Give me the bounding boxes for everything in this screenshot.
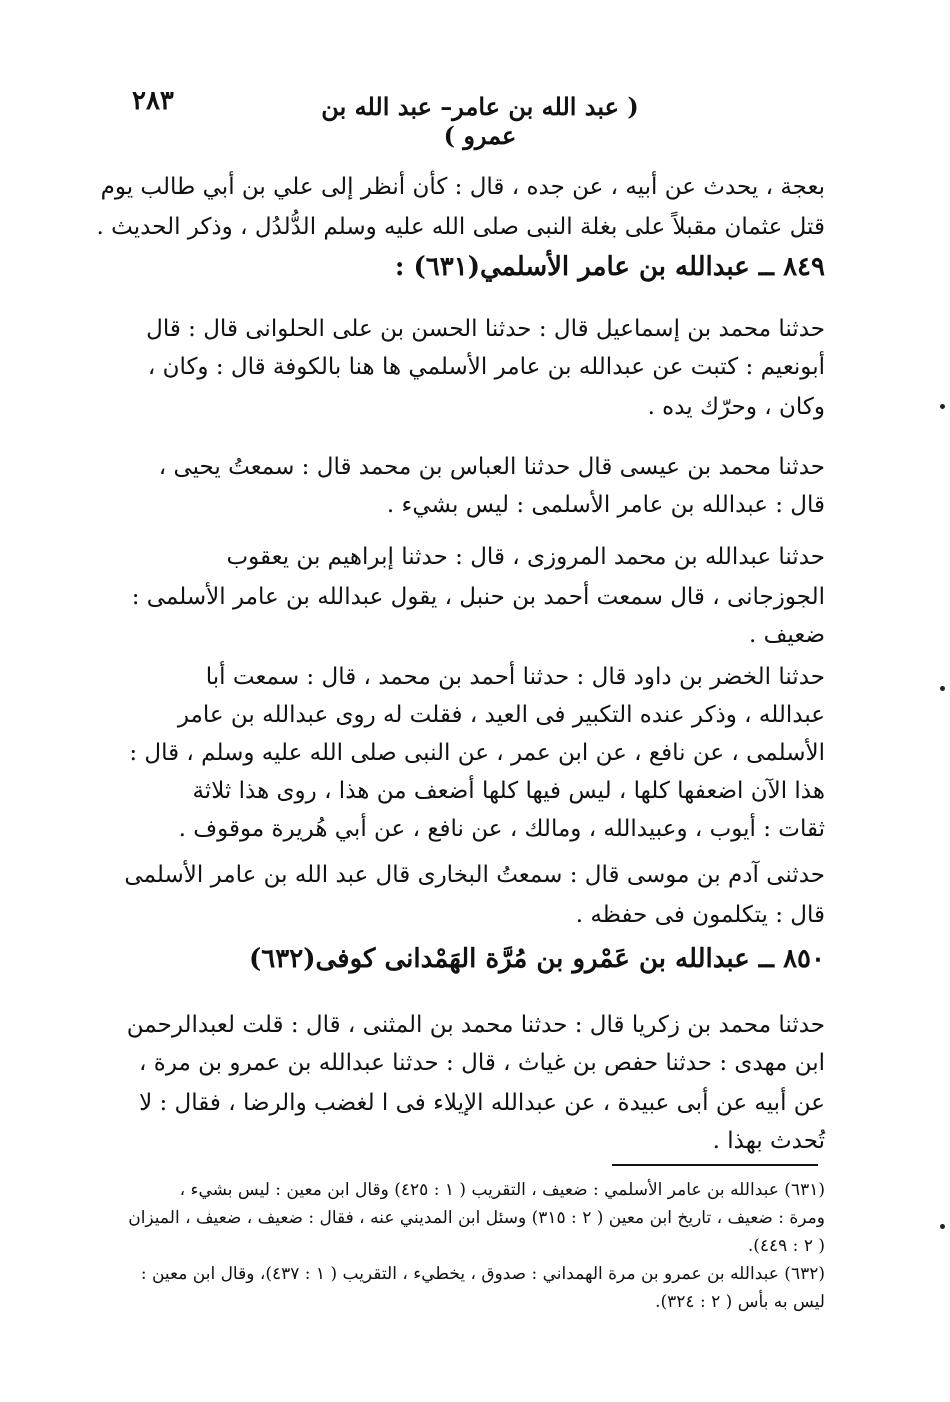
body-line: حدثنا الخضر بن داود قال : حدثنا أحمد بن محمد ، قال : سمعت أبا: [205, 664, 825, 690]
body-line: وكان ، وحرّك يده .: [647, 394, 825, 420]
body-line: بعجة ، يحدث عن أبيه ، عن جده ، قال : كأن أنظر إلى علي بن أبي طالب يوم: [100, 174, 825, 200]
body-line: الجوزجانى ، قال سمعت أحمد بن حنبل ، يقول عبدالله بن عامر الأسلمى :: [131, 584, 825, 610]
body-line: ابن مهدى : حدثنا حفص بن غياث ، قال : حدثنا عبدالله بن عمرو بن مرة ،: [139, 1050, 825, 1076]
body-line: حدثنا محمد بن عيسى قال حدثنا العباس بن محمد قال : سمعتُ يحيى ،: [158, 454, 825, 480]
footnote-line: (٦٣٢) عبدالله بن عمرو بن مرة الهمداني : صدوق ، يخطيء ، التقريب ( ١ : ٤٣٧)، وقال ابن معين :: [140, 1264, 825, 1284]
scan-speck: [940, 686, 945, 691]
body-line: الأسلمى ، عن نافع ، عن ابن عمر ، عن النبى صلى الله عليه وسلم ، قال :: [129, 740, 825, 766]
body-line: حدثنا محمد بن إسماعيل قال : حدثنا الحسن بن على الحلوانى قال : قال: [146, 316, 825, 342]
page-number: ٢٨٣: [132, 86, 174, 116]
body-line: ثقات : أيوب ، وعبيدالله ، ومالك ، عن نافع ، عن أبي هُريرة موقوف .: [178, 816, 825, 842]
footnote-separator: [612, 1164, 818, 1166]
body-line: تُحدث بهذا .: [712, 1128, 825, 1154]
scan-speck: [940, 404, 945, 409]
body-line: عن أبيه عن أبى عبيدة ، عن عبدالله الإيلاء فى ا لغضب والرضا ، فقال : لا: [139, 1090, 825, 1116]
body-line: أبونعيم : كتبت عن عبدالله بن عامر الأسلمي ها هنا بالكوفة قال : وكان ،: [147, 354, 825, 380]
body-line: عبدالله ، وذكر عنده التكبير فى العيد ، فقلت له روى عبدالله بن عامر: [177, 702, 825, 728]
footnote-line: (٦٣١) عبدالله بن عامر الأسلمي : ضعيف ، التقريب ( ١ : ٤٢٥) وقال ابن معين : ليس بشيء ،: [179, 1180, 825, 1200]
scan-speck: [940, 1224, 945, 1229]
footnote-line: ( ٢ : ٤٤٩).: [747, 1236, 825, 1256]
body-line: حدثنا محمد بن زكريا قال : حدثنا محمد بن المثنى ، قال : قلت لعبدالرحمن: [126, 1012, 825, 1038]
footnote-line: ليس به بأس ( ٢ : ٣٢٤).: [655, 1292, 825, 1312]
body-line: قال : يتكلمون فى حفظه .: [575, 902, 825, 928]
running-header: ( عبد الله بن عامر– عبد الله بن عمرو ): [321, 92, 639, 150]
entry-heading: ٨٥٠ ــ عبدالله بن عَمْرو بن مُرَّة الهَمْدانى كوفى(٦٣٢): [248, 944, 825, 974]
body-line: حدثنى آدم بن موسى قال : سمعتُ البخارى قال عبد الله بن عامر الأسلمى: [124, 862, 825, 888]
entry-heading: ٨٤٩ ــ عبدالله بن عامر الأسلمي(٦٣١) :: [394, 252, 825, 282]
body-line: هذا الآن اضعفها كلها ، ليس فيها كلها أضعف من هذا ، روى هذا ثلاثة: [192, 778, 825, 804]
body-line: ضعيف .: [749, 622, 825, 648]
footnote-line: ومرة : ضعيف ، تاريخ ابن معين ( ٢ : ٣١٥) وسئل ابن المديني عنه ، فقال : ضعيف ، ضعيف ، الميزان: [128, 1208, 825, 1228]
body-line: قال : عبدالله بن عامر الأسلمى : ليس بشيء .: [386, 492, 825, 518]
body-line: حدثنا عبدالله بن محمد المروزى ، قال : حدثنا إبراهيم بن يعقوب: [226, 544, 825, 570]
body-line: قتل عثمان مقبلاً على بغلة النبى صلى الله عليه وسلم الدُّلدُل ، وذكر الحديث .: [96, 214, 825, 240]
